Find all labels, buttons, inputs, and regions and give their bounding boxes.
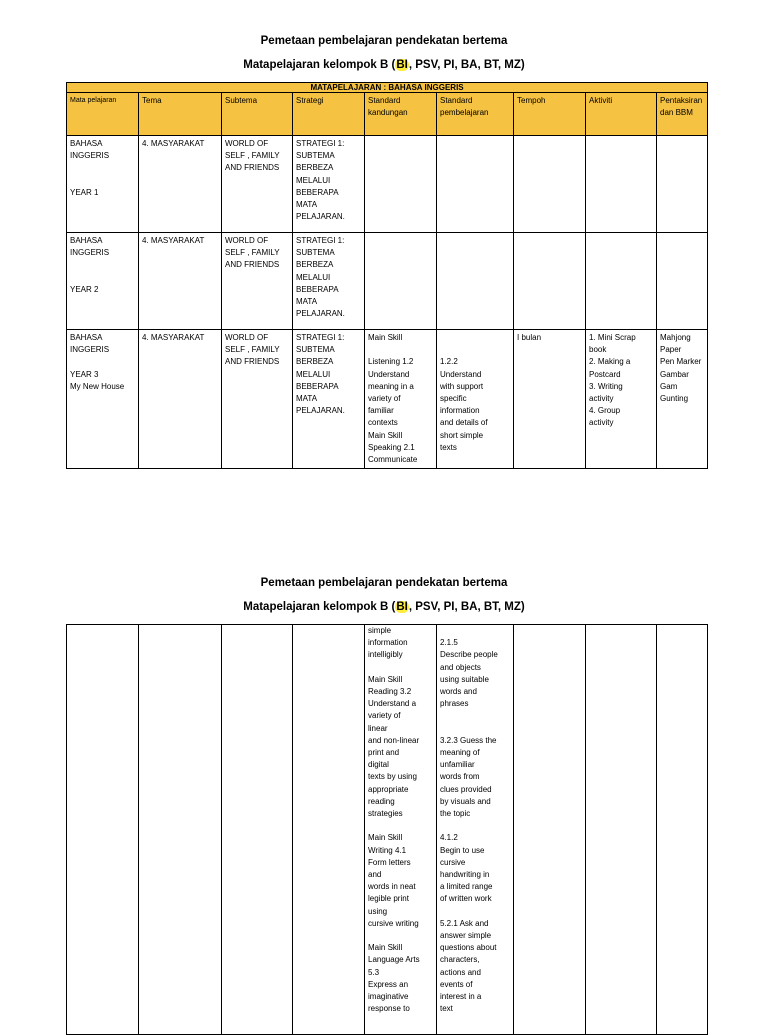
- header-cell: Mata pelajaran: [67, 93, 139, 136]
- table-cell: [437, 136, 514, 233]
- header-cell: Tema: [139, 93, 222, 136]
- table-cell: BAHASA INGGERIS YEAR 2: [67, 233, 139, 330]
- table-cell: WORLD OF SELF , FAMILY AND FRIENDS: [222, 233, 293, 330]
- table-cell: [586, 625, 657, 1035]
- header-cell: Strategi: [293, 93, 365, 136]
- header-cell: Tempoh: [514, 93, 586, 136]
- table-cell: 4. MASYARAKAT: [139, 233, 222, 330]
- mapping-table-continued: [66, 624, 708, 1035]
- table-cell: Mahjong Paper Pen Marker Gambar Gam Gunting: [657, 330, 708, 469]
- table-cell: WORLD OF SELF , FAMILY AND FRIENDS: [222, 136, 293, 233]
- table-cell: [437, 233, 514, 330]
- page1-title: Pemetaan pembelajaran pendekatan bertema: [260, 35, 508, 47]
- subtitle-highlight: BI: [396, 59, 408, 71]
- subtitle-suffix: , PSV, PI, BA, BT, MZ): [408, 601, 525, 613]
- table-cell: STRATEGI 1: SUBTEMA BERBEZA MELALUI BEBERAPA MATA PELAJARAN.: [293, 233, 365, 330]
- table-cell: [586, 136, 657, 233]
- table-cell: [514, 136, 586, 233]
- table-cell: BAHASA INGGERIS YEAR 1: [67, 136, 139, 233]
- table-cell: STRATEGI 1: SUBTEMA BERBEZA MELALUI BEBERAPA MATA PELAJARAN.: [293, 330, 365, 469]
- table-row: [67, 330, 708, 469]
- subtitle-highlight: BI: [396, 601, 408, 613]
- table-cell: 2.1.5 Describe people and objects using suitable words and phrases 3.2.3 Guess the meaning of unfamiliar words from clues provided by visuals and the topic 4.1.2 Begin to use cursive handwriting in a limited range of written work 5.2.1 Ask and answer simple questions about characters, actions and events of interest in a text: [437, 625, 514, 1035]
- subject-band: MATAPELAJARAN : BAHASA INGGERIS: [67, 83, 708, 93]
- table-cell: [67, 625, 139, 1035]
- table-cell: 1.2.2 Understand with support specific information and details of short simple texts: [437, 330, 514, 469]
- table-cell: 4. MASYARAKAT: [139, 136, 222, 233]
- table-cell: [222, 625, 293, 1035]
- table-cell: BAHASA INGGERIS YEAR 3 My New House: [67, 330, 139, 469]
- subtitle-prefix: Matapelajaran kelompok B (: [243, 601, 396, 613]
- table-cell: [365, 136, 437, 233]
- page2-subtitle: [0, 601, 768, 613]
- table-cell: STRATEGI 1: SUBTEMA BERBEZA MELALUI BEBERAPA MATA PELAJARAN.: [293, 136, 365, 233]
- table-cell: 1. Mini Scrap book 2. Making a Postcard 3. Writing activity 4. Group activity: [586, 330, 657, 469]
- table-cell: [293, 625, 365, 1035]
- table-cell: [657, 136, 708, 233]
- table-cell: simple information intelligibly Main Skill Reading 3.2 Understand a variety of linear and non-linear print and digital texts by using appropriate reading strategies Main Skill Writing 4.1 Form letters and words in neat legible print using cursive writing Main Skill Language Arts 5.3 Express an imaginative response to: [365, 625, 437, 1035]
- table-cell: Main Skill Listening 1.2 Understand meaning in a variety of familiar contexts Main Skill Speaking 2.1 Communicate: [365, 330, 437, 469]
- header-cell: Standard pembelajaran: [437, 93, 514, 136]
- table-cell: WORLD OF SELF , FAMILY AND FRIENDS: [222, 330, 293, 469]
- header-cell: Aktiviti: [586, 93, 657, 136]
- mapping-table: [66, 82, 708, 469]
- table-cell: [365, 233, 437, 330]
- table-cell: I bulan: [514, 330, 586, 469]
- table-cell: [586, 233, 657, 330]
- header-row: [67, 93, 708, 136]
- table-cell: [514, 625, 586, 1035]
- table-cell: [139, 625, 222, 1035]
- page2-title: Pemetaan pembelajaran pendekatan bertema: [260, 577, 508, 589]
- subtitle-prefix: Matapelajaran kelompok B (: [243, 59, 396, 71]
- table-cell: [514, 233, 586, 330]
- header-cell: Subtema: [222, 93, 293, 136]
- header-cell: Standard kandungan: [365, 93, 437, 136]
- page1-subtitle: [0, 59, 768, 71]
- table-row: [67, 625, 708, 1035]
- table-cell: [657, 625, 708, 1035]
- subtitle-suffix: , PSV, PI, BA, BT, MZ): [408, 59, 525, 71]
- table-cell: [657, 233, 708, 330]
- table-row: [67, 136, 708, 233]
- header-cell: Pentaksiran dan BBM: [657, 93, 708, 136]
- table-row: [67, 233, 708, 330]
- table-cell: 4. MASYARAKAT: [139, 330, 222, 469]
